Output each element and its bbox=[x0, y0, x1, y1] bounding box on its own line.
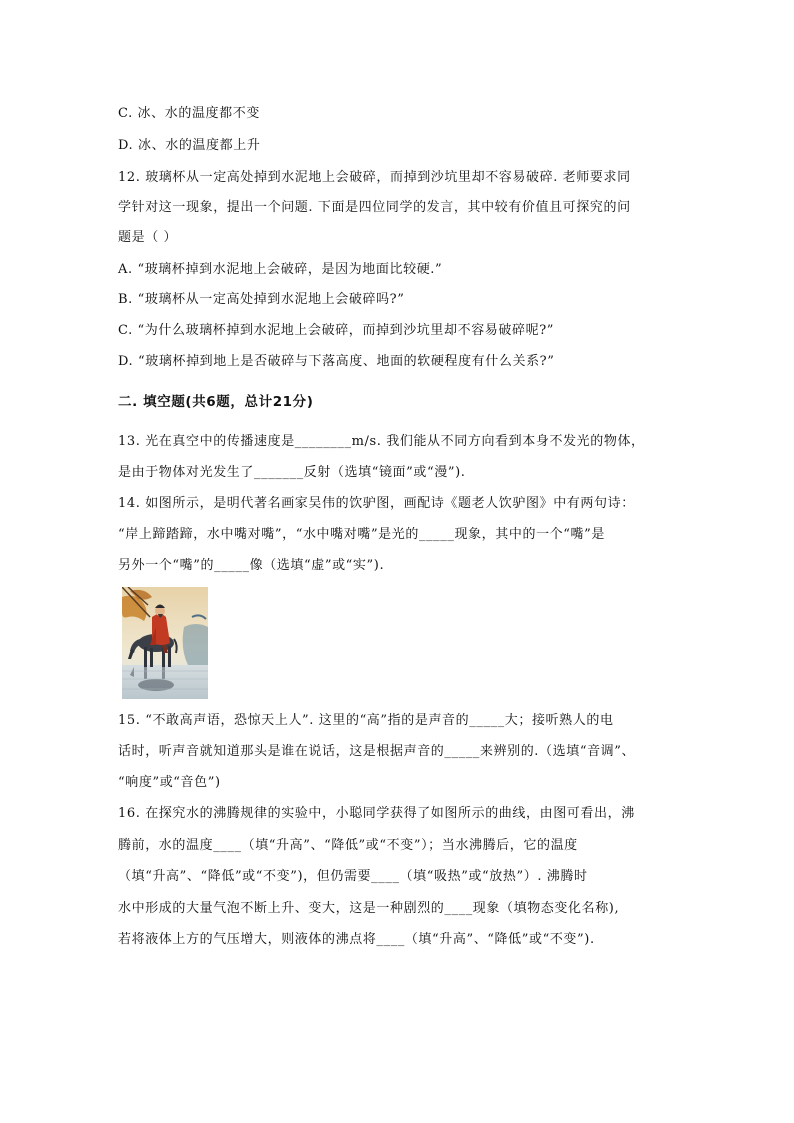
question-14-line-1: 14. 如图所示，是明代著名画家吴伟的饮驴图，画配诗《题老人饮驴图》中有两句诗： bbox=[118, 496, 635, 511]
question-14-line-3: 另外一个“嘴”的_____像（选填“虚”或“实”). bbox=[118, 558, 385, 573]
question-16-line-2: 腾前，水的温度____（填“升高”、“降低”或“不变”）；当水沸腾后，它的温度 bbox=[118, 838, 578, 853]
question-13-line-1: 13. 光在真空中的传播速度是________m/s. 我们能从不同方向看到本身不发光的物体， bbox=[118, 434, 645, 449]
question-14-line-2: “岸上蹄踏蹄，水中嘴对嘴”，“水中嘴对嘴”是光的_____现象，其中的一个“嘴”是 bbox=[118, 527, 605, 542]
question-12-line-2: 学针对这一现象，提出一个问题. 下面是四位同学的发言，其中较有价值且可探究的问 bbox=[118, 200, 631, 215]
option-d-q11: D. 冰、水的温度都上升 bbox=[118, 138, 261, 153]
option-a-q12: A. “玻璃杯掉到水泥地上会破碎，是因为地面比较硬.” bbox=[118, 262, 443, 277]
question-15-line-3: “响度”或“音色”) bbox=[118, 775, 221, 790]
option-c-q12: C. “为什么玻璃杯掉到水泥地上会破碎，而掉到沙坑里却不容易破碎呢?” bbox=[118, 323, 555, 338]
question-12-line-3: 题是（ ） bbox=[118, 230, 178, 245]
question-16-line-5: 若将液体上方的气压增大，则液体的沸点将____（填“升高”、“降低”或“不变”). bbox=[118, 932, 595, 947]
question-16-line-4: 水中形成的大量气泡不断上升、变大，这是一种剧烈的____现象（填物态变化名称), bbox=[118, 901, 620, 916]
donkey-painting-image bbox=[122, 587, 208, 699]
question-12-line-1: 12. 玻璃杯从一定高处掉到水泥地上会破碎，而掉到沙坑里却不容易破碎. 老师要求同 bbox=[118, 170, 631, 185]
question-13-line-2: 是由于物体对光发生了_______反射（选填“镜面”或“漫”). bbox=[118, 465, 466, 480]
option-b-q12: B. “玻璃杯从一定高处掉到水泥地上会破碎吗?” bbox=[118, 292, 405, 307]
question-15-line-1: 15. “不敢高声语，恐惊天上人”. 这里的“高”指的是声音的_____大；接听熟人的电 bbox=[118, 713, 614, 728]
question-16-line-1: 16. 在探究水的沸腾规律的实验中，小聪同学获得了如图所示的曲线，由图可看出，沸 bbox=[118, 806, 635, 821]
question-15-line-2: 话时，听声音就知道那头是谁在说话，这是根据声音的_____来辨别的.（选填“音调”、 bbox=[118, 744, 636, 759]
question-16-line-3: （填“升高”、“降低”或“不变”)，但仍需要____（填“吸热”或“放热”）. 沸腾时 bbox=[118, 869, 588, 884]
option-d-q12: D. “玻璃杯掉到地上是否破碎与下落高度、地面的软硬程度有什么关系?” bbox=[118, 354, 555, 369]
section-heading: 二. 填空题(共6题，总计21分) bbox=[118, 394, 314, 410]
option-c-q11: C. 冰、水的温度都不变 bbox=[118, 106, 260, 121]
